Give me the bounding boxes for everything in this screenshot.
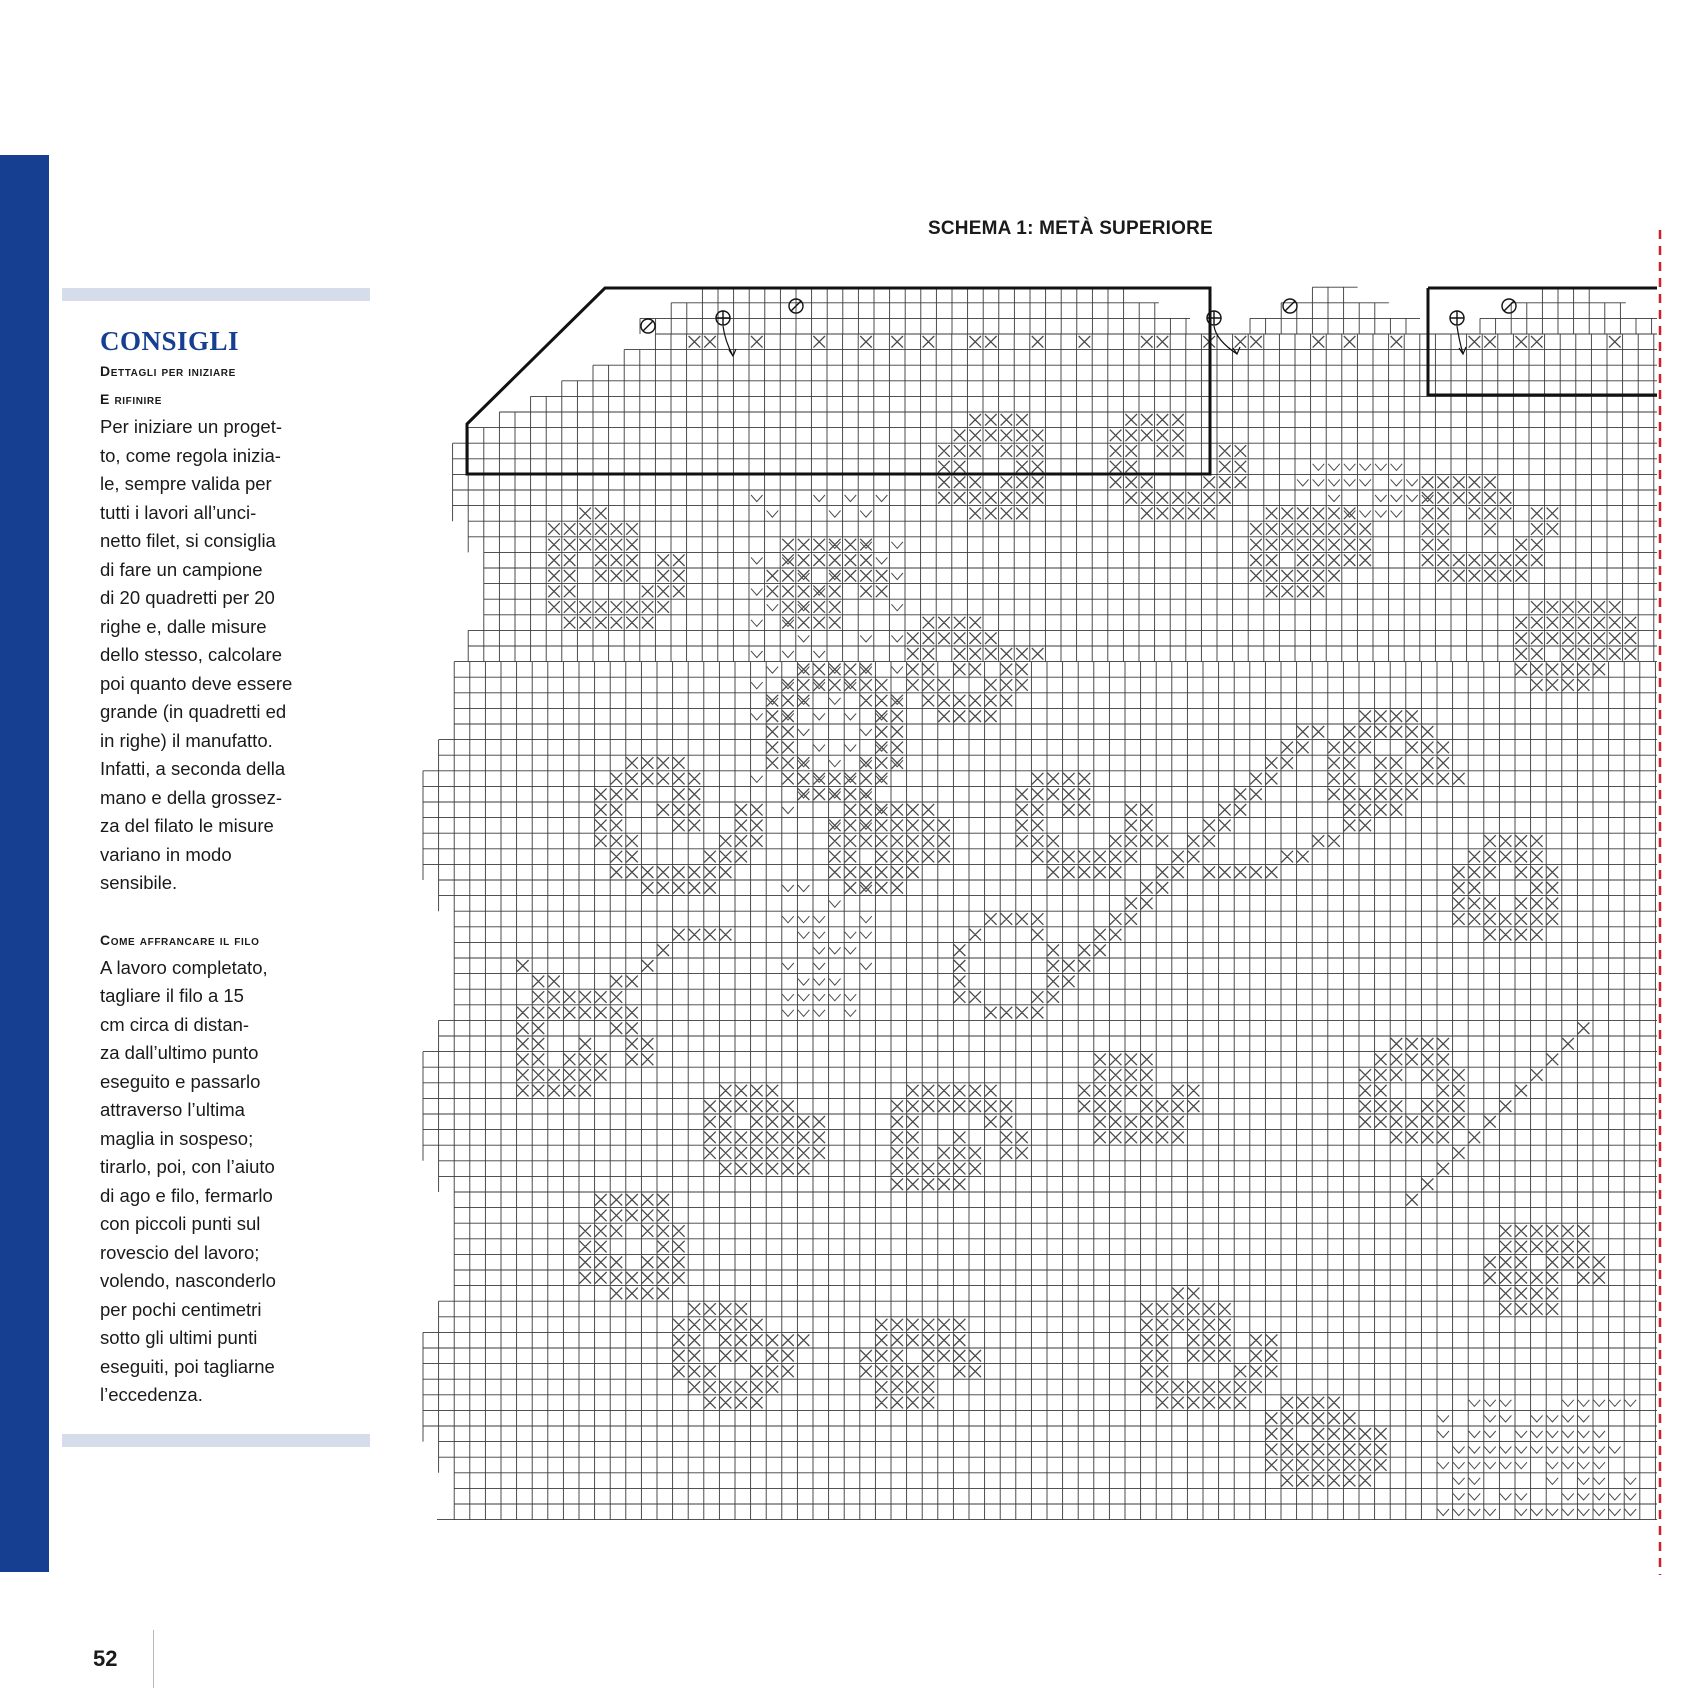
body-line: tagliare il filo a 15 xyxy=(100,985,244,1006)
body-line: di fare un campione xyxy=(100,558,263,580)
chart-grid xyxy=(423,287,1657,1519)
body-line: Per iniziare un proget- xyxy=(100,416,283,437)
heading-line: E rifinire xyxy=(100,391,163,407)
body-line: l’eccedenza. xyxy=(100,1384,203,1405)
heading-line: Come affrancare il filo xyxy=(100,931,260,948)
body-line: di 20 quadretti per 20 xyxy=(100,587,275,608)
join-symbol-icon xyxy=(1207,311,1221,325)
body-line: Infatti, a seconda della xyxy=(100,758,286,779)
body-line: A lavoro completato, xyxy=(100,956,268,978)
join-symbol-icon xyxy=(716,311,730,325)
body-line: eseguito e passarlo xyxy=(100,1070,261,1092)
body-line: eseguiti, poi tagliarne xyxy=(100,1355,275,1377)
page-number: 52 xyxy=(93,1646,118,1671)
body-line: grande (in quadretti ed xyxy=(100,701,287,722)
body-line: attraverso l’ultima xyxy=(100,1099,245,1120)
body-line: mano e della grossez- xyxy=(100,786,283,808)
body-line: di ago e filo, fermarlo xyxy=(100,1184,273,1206)
body-line: sotto gli ultimi punti xyxy=(100,1327,258,1348)
page-number-divider xyxy=(153,1630,154,1688)
body-line: righe e, dalle misure xyxy=(100,615,267,637)
body-line: tirarlo, poi, con l’aiuto xyxy=(100,1156,275,1177)
start-symbol-icon xyxy=(1283,299,1297,313)
body-line: za dall’ultimo punto xyxy=(100,1042,259,1063)
start-symbol-icon xyxy=(1502,299,1516,313)
join-symbol-icon xyxy=(1450,311,1464,325)
grid-lines xyxy=(423,334,1657,1520)
sidebar-title: CONSIGLI xyxy=(100,326,240,356)
body-line: sensibile. xyxy=(100,872,178,893)
start-symbol-icon xyxy=(641,319,655,333)
body-line: za del filato le misure xyxy=(100,815,274,836)
body-line: le, sempre valida per xyxy=(100,473,272,494)
body-line: dello stesso, calcolare xyxy=(100,644,283,665)
body-line: netto filet, si consiglia xyxy=(100,530,276,551)
body-line: in righe) il manufatto. xyxy=(100,729,273,751)
body-line: tutti i lavori all’unci- xyxy=(100,501,257,523)
body-line: per pochi centimetri xyxy=(100,1298,262,1320)
body-line: variano in modo xyxy=(100,843,232,865)
body-line: cm circa di distan- xyxy=(100,1013,250,1035)
body-line: con piccoli punti sul xyxy=(100,1213,261,1234)
heading-line: Dettagli per iniziare xyxy=(100,363,236,379)
body-line: poi quanto deve essere xyxy=(100,672,293,694)
body-line: volendo, nasconderlo xyxy=(100,1270,276,1291)
body-line: rovescio del lavoro; xyxy=(100,1241,260,1263)
body-line: to, come regola inizia- xyxy=(100,444,281,466)
chart-title: SCHEMA 1: METÀ SUPERIORE xyxy=(928,218,1213,239)
body-line: maglia in sospeso; xyxy=(100,1127,254,1149)
